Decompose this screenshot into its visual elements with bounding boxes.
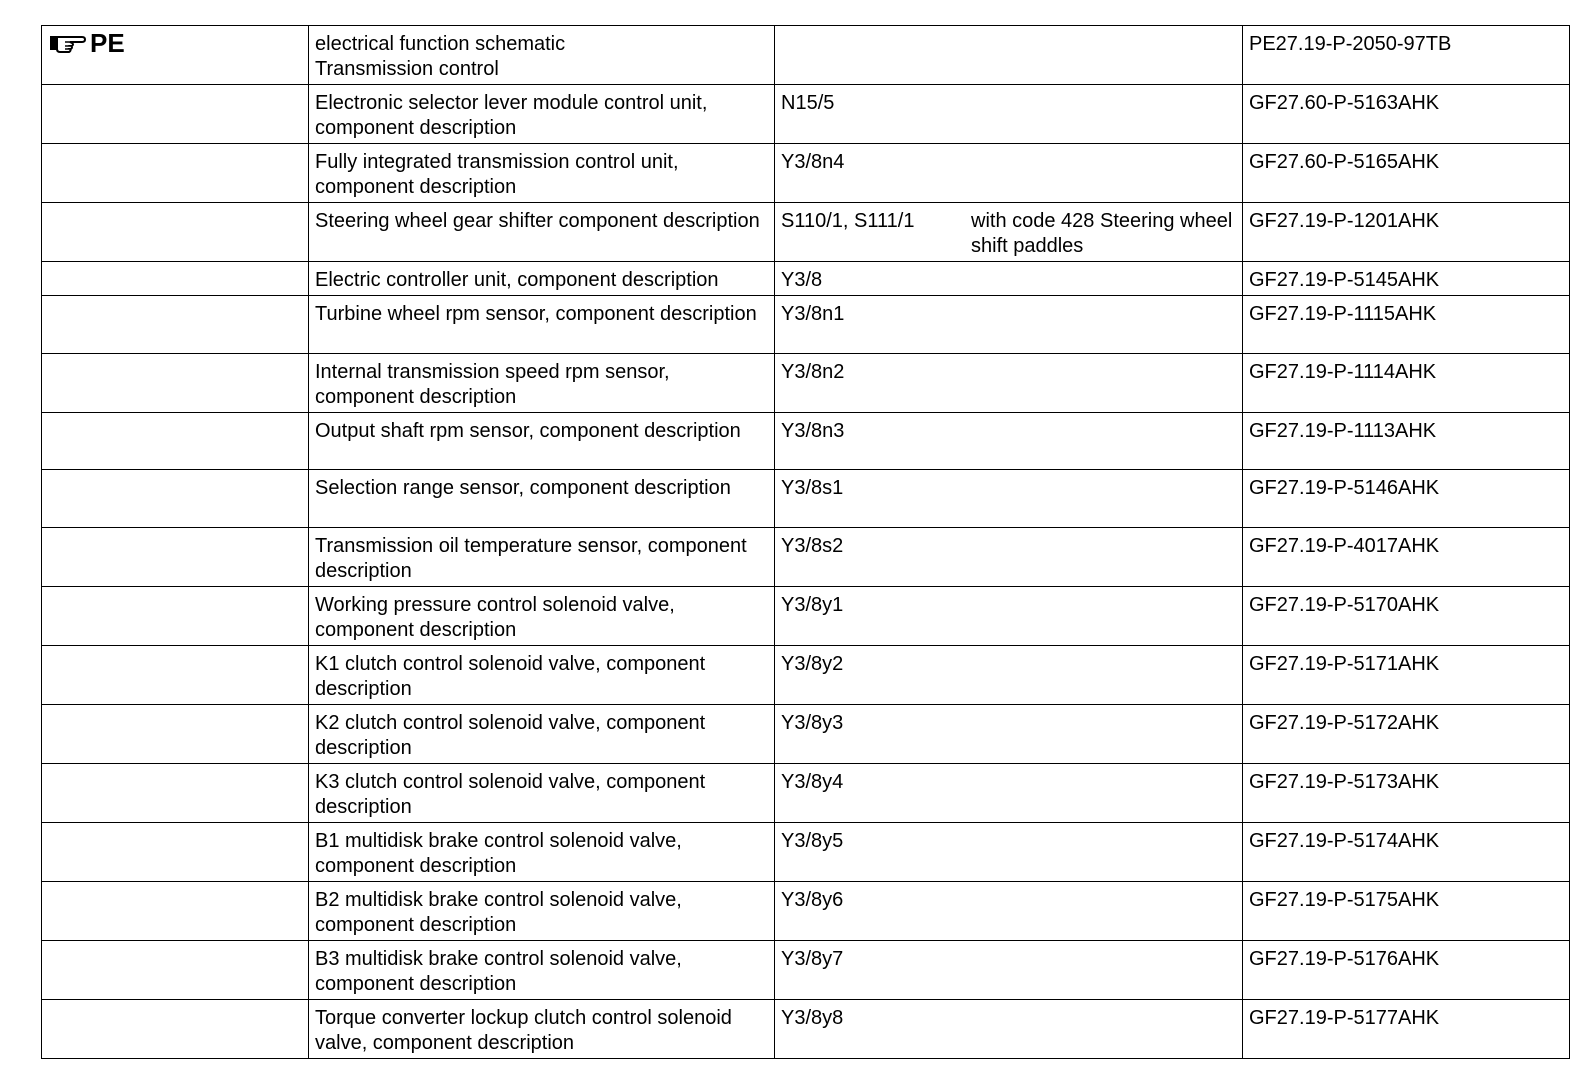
empty-cell <box>42 85 309 144</box>
empty-cell <box>42 413 309 470</box>
description-cell <box>309 705 775 764</box>
header-reference-cell <box>1243 26 1570 85</box>
code-cell <box>775 941 1243 1000</box>
component-code: Y3/8y6 <box>781 889 844 911</box>
empty-cell <box>42 354 309 413</box>
component-note <box>971 770 1236 795</box>
empty-cell <box>42 941 309 1000</box>
document-reference: GF27.19-P-5173AHK <box>1249 771 1440 793</box>
description-cell <box>309 144 775 203</box>
empty-cell <box>42 296 309 354</box>
table-row <box>42 85 1570 144</box>
description-cell <box>309 646 775 705</box>
reference-cell <box>1243 85 1570 144</box>
component-code: Y3/8y1 <box>781 594 844 616</box>
badge-cell <box>42 26 309 85</box>
component-note <box>971 593 1236 618</box>
code-cell <box>775 823 1243 882</box>
pointing-hand-icon <box>48 31 86 55</box>
document-reference: GF27.19-P-5145AHK <box>1249 269 1440 291</box>
empty-cell <box>42 705 309 764</box>
document-reference: GF27.19-P-5171AHK <box>1249 653 1440 675</box>
code-cell <box>775 470 1243 528</box>
description-cell <box>309 354 775 413</box>
component-note <box>971 268 1236 293</box>
component-code: Y3/8y4 <box>781 771 844 793</box>
empty-cell <box>42 764 309 823</box>
description-cell <box>309 1000 775 1059</box>
component-note <box>971 1006 1236 1031</box>
component-note <box>971 360 1236 385</box>
component-description: Working pressure control solenoid valve, component description <box>315 594 675 641</box>
description-cell <box>309 413 775 470</box>
empty-cell <box>42 262 309 296</box>
description-cell <box>309 587 775 646</box>
component-description: Transmission oil temperature sensor, component description <box>315 535 747 582</box>
reference-cell <box>1243 296 1570 354</box>
component-description: Steering wheel gear shifter component description <box>315 210 760 232</box>
description-cell <box>309 882 775 941</box>
document-reference: GF27.60-P-5163AHK <box>1249 92 1440 114</box>
document-reference: GF27.19-P-5175AHK <box>1249 889 1440 911</box>
component-note <box>971 711 1236 736</box>
table-row <box>42 203 1570 262</box>
component-code: Y3/8s1 <box>781 477 844 499</box>
reference-cell <box>1243 764 1570 823</box>
empty-cell <box>42 1000 309 1059</box>
component-description: K2 clutch control solenoid valve, component description <box>315 712 706 759</box>
code-cell <box>775 262 1243 296</box>
reference-cell <box>1243 646 1570 705</box>
component-description: B1 multidisk brake control solenoid valve, component description <box>315 830 682 877</box>
reference-cell <box>1243 144 1570 203</box>
table-row <box>42 296 1570 354</box>
code-cell <box>775 144 1243 203</box>
reference-cell <box>1243 470 1570 528</box>
empty-cell <box>42 646 309 705</box>
code-cell <box>775 882 1243 941</box>
title-line-2: Transmission control <box>315 58 499 80</box>
reference-cell <box>1243 882 1570 941</box>
component-code: Y3/8n1 <box>781 303 845 325</box>
document-reference: GF27.19-P-1201AHK <box>1249 210 1440 232</box>
description-cell <box>309 764 775 823</box>
code-cell <box>775 203 1243 262</box>
component-description: B2 multidisk brake control solenoid valve, component description <box>315 889 682 936</box>
component-code: Y3/8y3 <box>781 712 844 734</box>
code-cell <box>775 764 1243 823</box>
component-description: Fully integrated transmission control unit, component description <box>315 151 679 198</box>
code-cell <box>775 354 1243 413</box>
document-reference: GF27.19-P-5174AHK <box>1249 830 1440 852</box>
component-note <box>971 419 1236 444</box>
table-row <box>42 470 1570 528</box>
document-reference: GF27.19-P-5177AHK <box>1249 1007 1440 1029</box>
reference-table <box>41 25 1570 1059</box>
reference-cell <box>1243 528 1570 587</box>
code-cell <box>775 85 1243 144</box>
component-note: with code 428 Steering wheel shift paddles <box>971 210 1233 257</box>
header-row <box>42 26 1570 85</box>
table-row <box>42 354 1570 413</box>
description-cell <box>309 528 775 587</box>
document-reference: GF27.19-P-1115AHK <box>1249 303 1437 325</box>
empty-cell <box>42 144 309 203</box>
document-reference: GF27.19-P-1114AHK <box>1249 361 1437 383</box>
document-reference: GF27.19-P-1113AHK <box>1249 420 1437 442</box>
document-reference: GF27.19-P-4017AHK <box>1249 535 1440 557</box>
reference-cell <box>1243 587 1570 646</box>
table-row <box>42 705 1570 764</box>
component-description: Electronic selector lever module control unit, component description <box>315 92 708 139</box>
component-description: K1 clutch control solenoid valve, component description <box>315 653 706 700</box>
component-code: Y3/8n2 <box>781 361 845 383</box>
component-description: Internal transmission speed rpm sensor, component description <box>315 361 670 408</box>
code-cell <box>775 1000 1243 1059</box>
title-cell <box>309 26 775 85</box>
reference-cell <box>1243 203 1570 262</box>
component-code: N15/5 <box>781 92 835 114</box>
empty-cell <box>42 882 309 941</box>
code-cell <box>775 413 1243 470</box>
header-reference: PE27.19-P-2050-97TB <box>1249 33 1452 55</box>
reference-cell <box>1243 941 1570 1000</box>
component-note <box>971 91 1236 116</box>
component-code: Y3/8s2 <box>781 535 844 557</box>
component-description: B3 multidisk brake control solenoid valve, component description <box>315 948 682 995</box>
table-row <box>42 413 1570 470</box>
reference-cell <box>1243 1000 1570 1059</box>
description-cell <box>309 203 775 262</box>
pe-badge <box>48 30 302 56</box>
code-cell <box>775 705 1243 764</box>
component-code: Y3/8y2 <box>781 653 844 675</box>
code-cell <box>775 528 1243 587</box>
table-row <box>42 1000 1570 1059</box>
component-code: Y3/8y8 <box>781 1007 844 1029</box>
description-cell <box>309 470 775 528</box>
document-reference: GF27.19-P-5170AHK <box>1249 594 1440 616</box>
description-cell <box>309 262 775 296</box>
empty-cell <box>42 203 309 262</box>
reference-cell <box>1243 262 1570 296</box>
reference-cell <box>1243 823 1570 882</box>
empty-cell <box>42 470 309 528</box>
description-cell <box>309 296 775 354</box>
component-note <box>971 476 1236 501</box>
component-description: Torque converter lockup clutch control solenoid valve, component description <box>315 1007 732 1054</box>
reference-cell <box>1243 413 1570 470</box>
reference-cell <box>1243 354 1570 413</box>
badge-label: PE <box>90 28 125 58</box>
document-reference: GF27.19-P-5172AHK <box>1249 712 1440 734</box>
component-code: S110/1, S111/1 <box>781 210 915 232</box>
component-note <box>971 150 1236 175</box>
table-row <box>42 144 1570 203</box>
table-row <box>42 646 1570 705</box>
component-code: Y3/8y5 <box>781 830 844 852</box>
component-code: Y3/8n4 <box>781 151 845 173</box>
reference-cell <box>1243 705 1570 764</box>
component-description: Output shaft rpm sensor, component description <box>315 420 741 442</box>
code-cell <box>775 587 1243 646</box>
table-row <box>42 941 1570 1000</box>
description-cell <box>309 85 775 144</box>
component-code: Y3/8 <box>781 269 823 291</box>
document-reference: GF27.19-P-5146AHK <box>1249 477 1440 499</box>
empty-cell <box>42 823 309 882</box>
description-cell <box>309 941 775 1000</box>
table-row <box>42 823 1570 882</box>
table-row <box>42 882 1570 941</box>
component-description: Electric controller unit, component description <box>315 269 719 291</box>
component-code: Y3/8y7 <box>781 948 844 970</box>
component-note <box>971 829 1236 854</box>
table-row <box>42 528 1570 587</box>
document-reference: GF27.19-P-5176AHK <box>1249 948 1440 970</box>
component-note <box>971 534 1236 559</box>
code-cell <box>775 296 1243 354</box>
table-row <box>42 262 1570 296</box>
component-note <box>971 302 1236 327</box>
empty-cell <box>42 587 309 646</box>
table-row <box>42 764 1570 823</box>
reference-table-body <box>42 26 1570 1059</box>
component-note <box>971 947 1236 972</box>
component-note <box>971 888 1236 913</box>
component-description: Turbine wheel rpm sensor, component description <box>315 303 757 325</box>
empty-cell <box>42 528 309 587</box>
description-cell <box>309 823 775 882</box>
document-reference: GF27.60-P-5165AHK <box>1249 151 1440 173</box>
table-row <box>42 587 1570 646</box>
component-description: K3 clutch control solenoid valve, component description <box>315 771 706 818</box>
component-code: Y3/8n3 <box>781 420 845 442</box>
component-note <box>971 652 1236 677</box>
title-line-1: electrical function schematic <box>315 33 566 55</box>
component-description: Selection range sensor, component description <box>315 477 731 499</box>
header-code-cell <box>775 26 1243 85</box>
code-cell <box>775 646 1243 705</box>
